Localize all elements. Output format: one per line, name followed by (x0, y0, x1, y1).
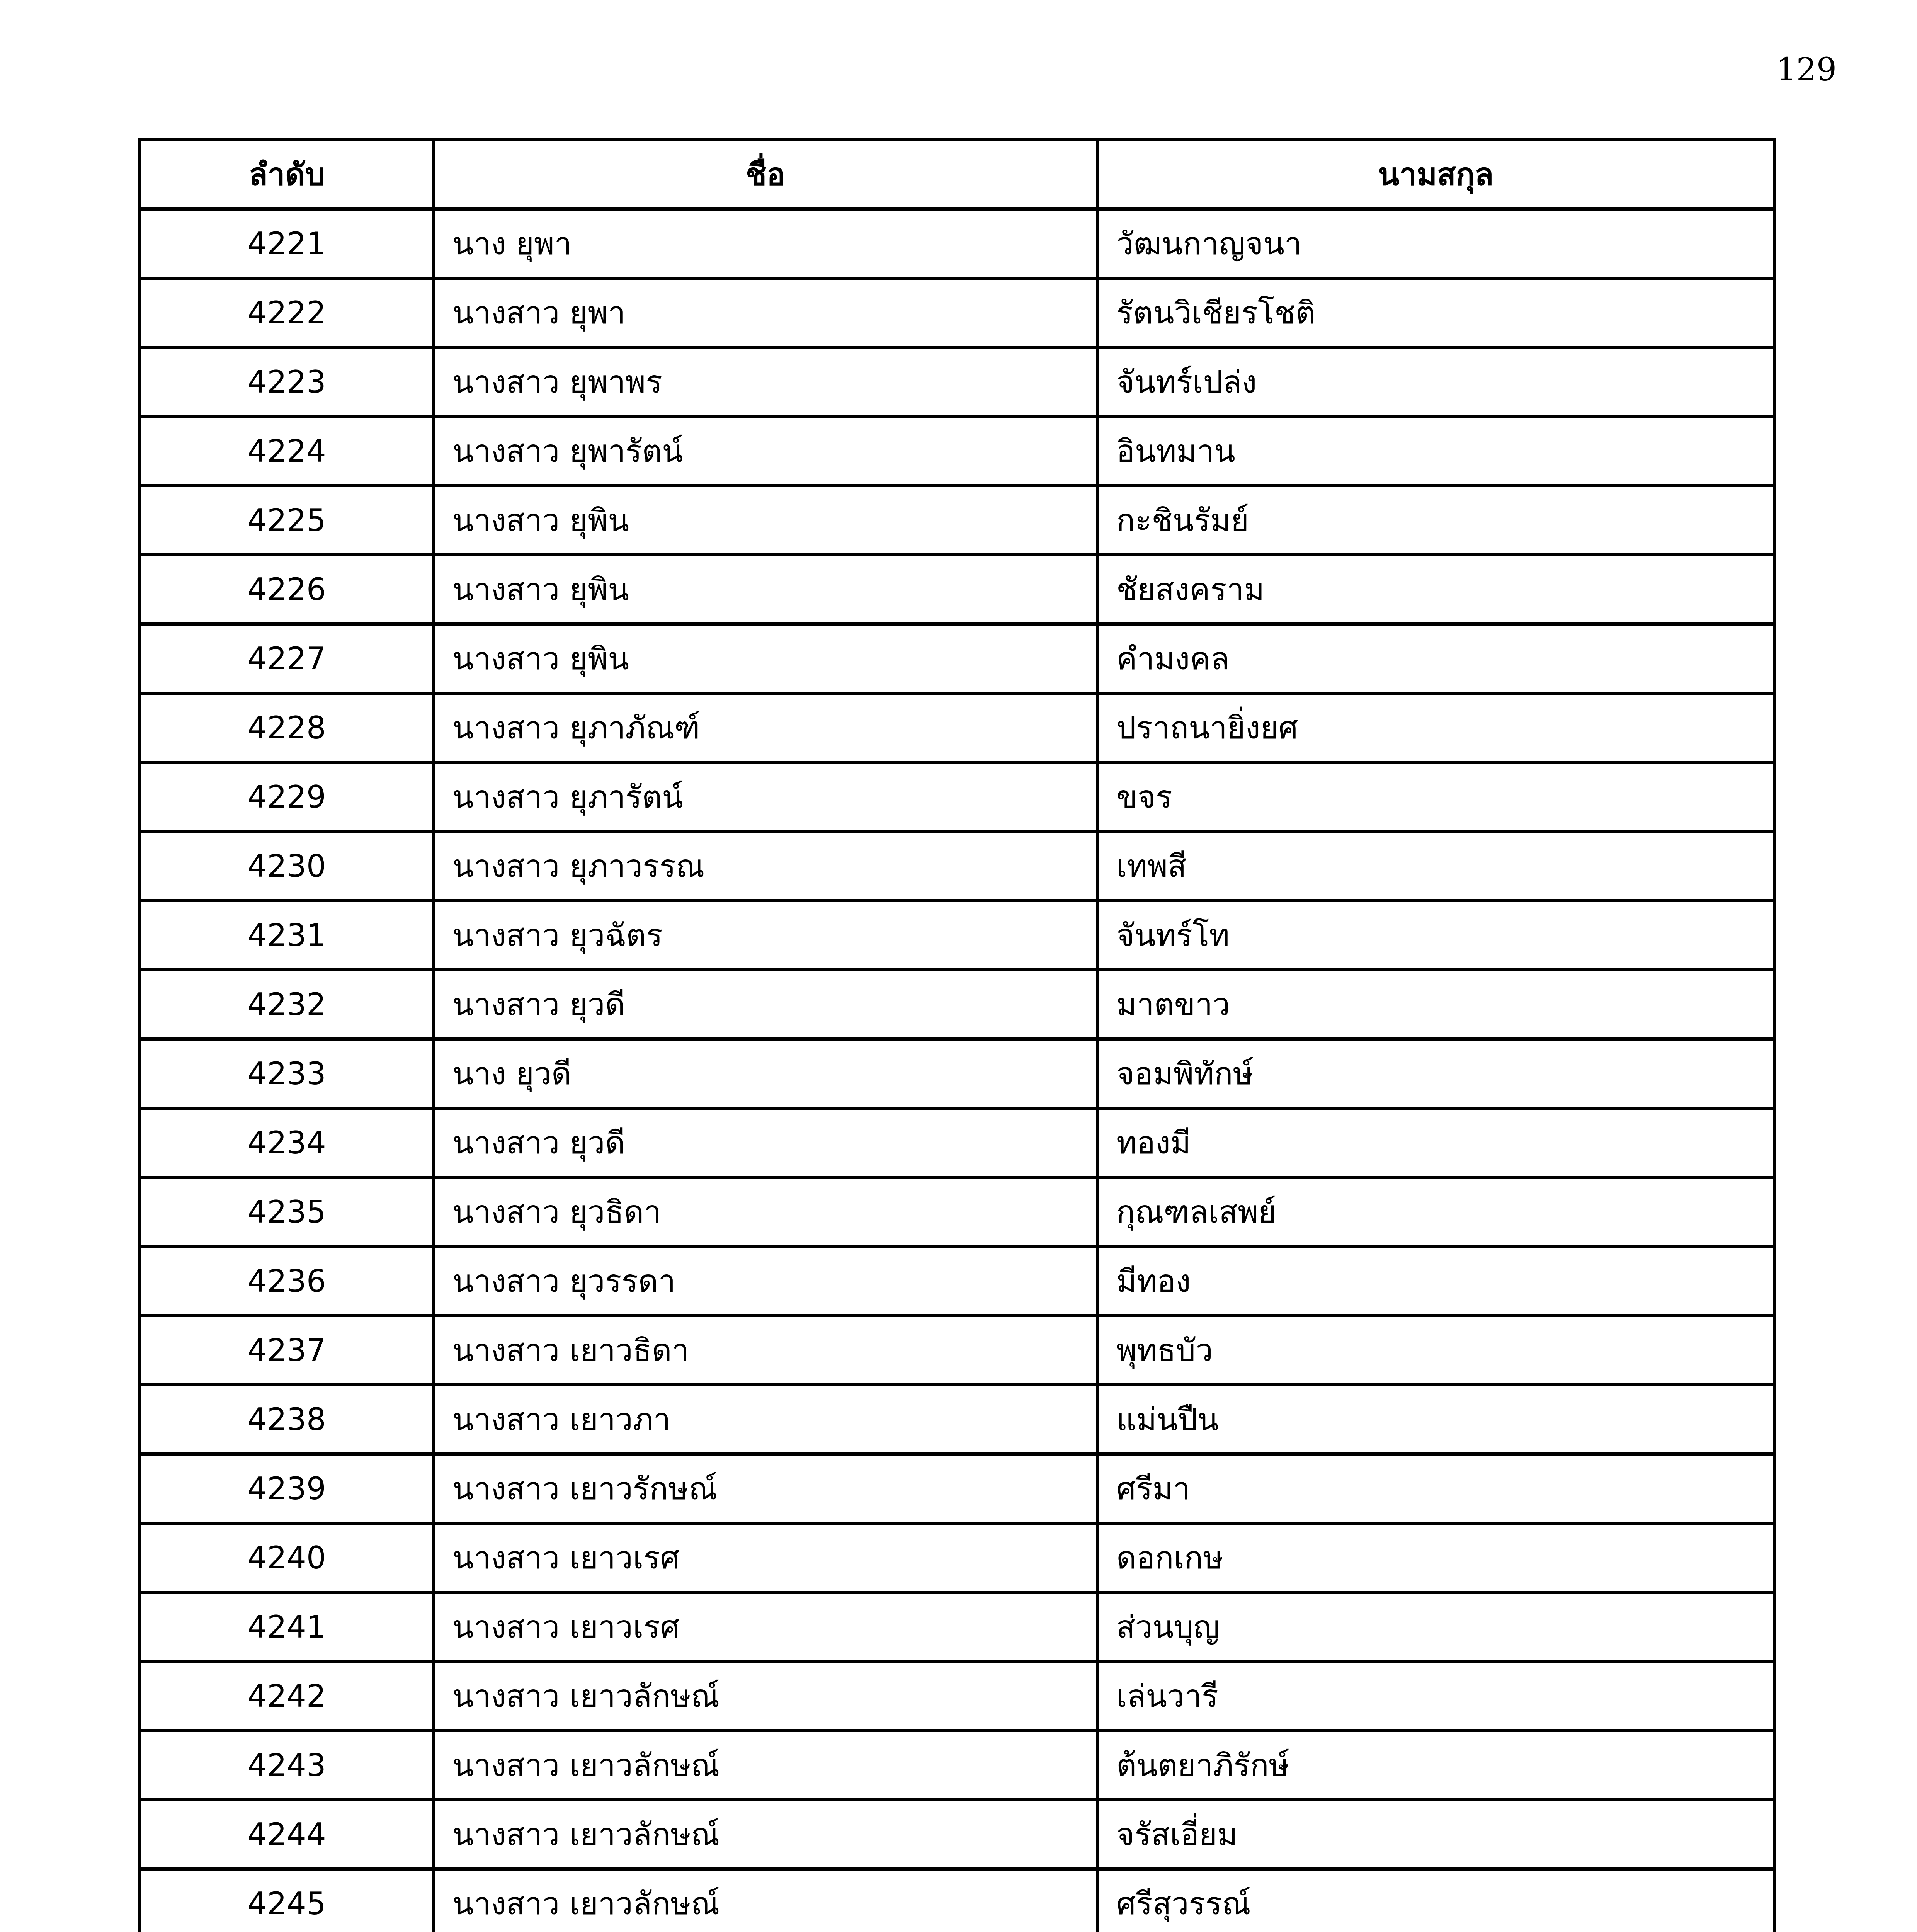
table-row (140, 1385, 1774, 1454)
cell-first-name: นางสาว เยาวภา (434, 1385, 1097, 1454)
cell-surname: จันทร์เปล่ง (1097, 347, 1774, 417)
cell-order: 4223 (140, 347, 434, 417)
cell-surname: เทพสี (1097, 832, 1774, 901)
cell-first-name: นางสาว เยาวรักษณ์ (434, 1454, 1097, 1523)
cell-surname: ดอกเกษ (1097, 1523, 1774, 1592)
cell-order: 4224 (140, 417, 434, 486)
cell-first-name: นาง ยุวดี (434, 1039, 1097, 1108)
cell-surname: ศรีสุวรรณ์ (1097, 1869, 1774, 1932)
cell-first-name: นางสาว ยุพิน (434, 624, 1097, 693)
cell-first-name: นางสาว เยาวลักษณ์ (434, 1662, 1097, 1731)
cell-first-name: นางสาว เยาวลักษณ์ (434, 1869, 1097, 1932)
table-row (140, 1592, 1774, 1662)
table-header (140, 140, 1774, 209)
cell-first-name: นางสาว ยุพา (434, 278, 1097, 347)
cell-order: 4238 (140, 1385, 434, 1454)
cell-surname: ต้นตยาภิรักษ์ (1097, 1731, 1774, 1800)
header-row (140, 140, 1774, 209)
table-row (140, 1039, 1774, 1108)
cell-surname: ปราถนายิ่งยศ (1097, 693, 1774, 762)
table-row (140, 1869, 1774, 1932)
cell-surname: คำมงคล (1097, 624, 1774, 693)
cell-first-name: นางสาว เยาวลักษณ์ (434, 1731, 1097, 1800)
cell-surname: จันทร์โท (1097, 901, 1774, 970)
cell-order: 4243 (140, 1731, 434, 1800)
cell-order: 4233 (140, 1039, 434, 1108)
table-row (140, 832, 1774, 901)
cell-order: 4237 (140, 1316, 434, 1385)
cell-surname: ส่วนบุญ (1097, 1592, 1774, 1662)
table-row (140, 624, 1774, 693)
page-number: 129 (1776, 51, 1837, 88)
cell-first-name: นางสาว เยาวลักษณ์ (434, 1800, 1097, 1869)
cell-surname: วัฒนกาญจนา (1097, 209, 1774, 278)
table-row (140, 1662, 1774, 1731)
cell-first-name: นางสาว เยาวธิดา (434, 1316, 1097, 1385)
table-row (140, 417, 1774, 486)
cell-order: 4240 (140, 1523, 434, 1592)
cell-order: 4236 (140, 1247, 434, 1316)
cell-first-name: นางสาว ยุภาวรรณ (434, 832, 1097, 901)
cell-first-name: นางสาว ยุภาภัณฑ์ (434, 693, 1097, 762)
cell-first-name: นางสาว ยุพิน (434, 486, 1097, 555)
table-row (140, 1177, 1774, 1247)
header-order: ลำดับ (140, 140, 434, 209)
cell-first-name: นางสาว ยุวฉัตร (434, 901, 1097, 970)
table-row (140, 1247, 1774, 1316)
table-row (140, 762, 1774, 832)
cell-order: 4244 (140, 1800, 434, 1869)
cell-first-name: นางสาว เยาวเรศ (434, 1592, 1097, 1662)
cell-surname: ทองมี (1097, 1108, 1774, 1177)
cell-order: 4230 (140, 832, 434, 901)
cell-first-name: นาง ยุพา (434, 209, 1097, 278)
cell-surname: กุณฑลเสพย์ (1097, 1177, 1774, 1247)
table-row (140, 347, 1774, 417)
cell-surname: แม่นปืน (1097, 1385, 1774, 1454)
cell-order: 4222 (140, 278, 434, 347)
cell-surname: รัตนวิเชียรโชติ (1097, 278, 1774, 347)
cell-order: 4228 (140, 693, 434, 762)
cell-first-name: นางสาว ยุวดี (434, 1108, 1097, 1177)
cell-order: 4227 (140, 624, 434, 693)
table-row (140, 278, 1774, 347)
cell-first-name: นางสาว ยุวรรดา (434, 1247, 1097, 1316)
cell-first-name: นางสาว ยุวดี (434, 970, 1097, 1039)
cell-surname: ศรีมา (1097, 1454, 1774, 1523)
cell-first-name: นางสาว ยุพารัตน์ (434, 417, 1097, 486)
table-row (140, 209, 1774, 278)
cell-order: 4241 (140, 1592, 434, 1662)
table-row (140, 1731, 1774, 1800)
table-row (140, 555, 1774, 624)
table-row (140, 970, 1774, 1039)
cell-order: 4232 (140, 970, 434, 1039)
name-list-table (138, 138, 1776, 1932)
cell-first-name: นางสาว ยุพิน (434, 555, 1097, 624)
table-body (140, 209, 1774, 1932)
table-row (140, 1454, 1774, 1523)
cell-order: 4234 (140, 1108, 434, 1177)
cell-surname: มีทอง (1097, 1247, 1774, 1316)
cell-order: 4239 (140, 1454, 434, 1523)
table-row (140, 693, 1774, 762)
cell-order: 4231 (140, 901, 434, 970)
cell-first-name: นางสาว ยุวธิดา (434, 1177, 1097, 1247)
cell-order: 4221 (140, 209, 434, 278)
cell-surname: พุทธบัว (1097, 1316, 1774, 1385)
cell-order: 4225 (140, 486, 434, 555)
table-row (140, 901, 1774, 970)
cell-order: 4226 (140, 555, 434, 624)
cell-order: 4245 (140, 1869, 434, 1932)
cell-order: 4229 (140, 762, 434, 832)
cell-surname: จรัสเอี่ยม (1097, 1800, 1774, 1869)
table-row (140, 1316, 1774, 1385)
cell-surname: จอมพิทักษ์ (1097, 1039, 1774, 1108)
cell-first-name: นางสาว ยุภารัตน์ (434, 762, 1097, 832)
cell-first-name: นางสาว ยุพาพร (434, 347, 1097, 417)
header-first-name: ชื่อ (434, 140, 1097, 209)
header-surname: นามสกุล (1097, 140, 1774, 209)
cell-order: 4235 (140, 1177, 434, 1247)
cell-first-name: นางสาว เยาวเรศ (434, 1523, 1097, 1592)
table-row (140, 486, 1774, 555)
cell-surname: มาตขาว (1097, 970, 1774, 1039)
cell-surname: อินทมาน (1097, 417, 1774, 486)
cell-surname: ชัยสงคราม (1097, 555, 1774, 624)
cell-surname: กะชินรัมย์ (1097, 486, 1774, 555)
table-row (140, 1800, 1774, 1869)
cell-surname: ขจร (1097, 762, 1774, 832)
cell-order: 4242 (140, 1662, 434, 1731)
table-row (140, 1523, 1774, 1592)
table-row (140, 1108, 1774, 1177)
cell-surname: เล่นวารี (1097, 1662, 1774, 1731)
